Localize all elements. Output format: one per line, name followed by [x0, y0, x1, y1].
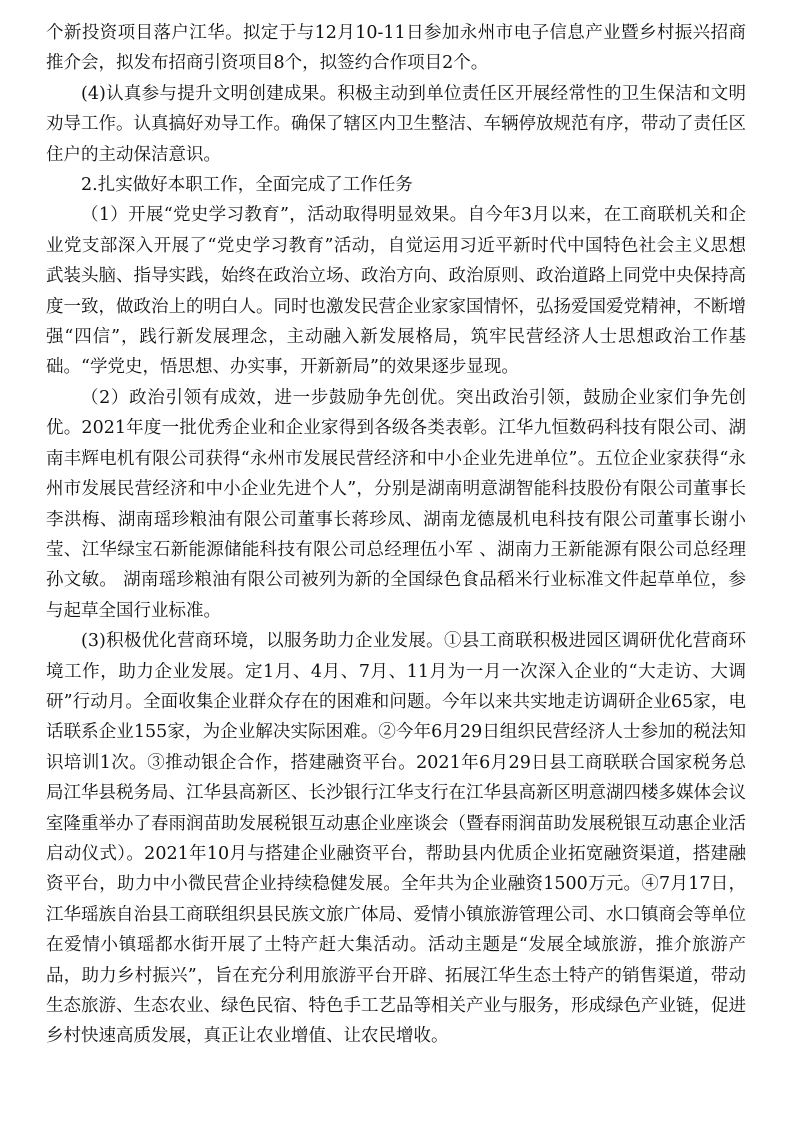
section-heading-duties: 2.扎实做好本职工作，全面完成了工作任务	[81, 175, 413, 196]
document-page	[46, 18, 746, 1052]
paragraph-political-guidance: （2）政治引领有成效，进一步鼓励争先创优。突出政治引领，鼓励企业家们争先创优。2021年度一批优秀企业和企业家得到各级各类表彰。江华九恒数码科技有限公司、湖南丰辉电机有限公司获得“永州市发展民营经济和中小企业先进单位”。五位企业家获得“永州市发展民营经济和中小企业先进个人”，分别是湖南明意湖智能科技股份有限公司董事长李洪梅、湖南瑶珍粮油有限公司董事长蒋珍凤、湖南龙德晟机电科技有限公司董事长谢小莹、江华绿宝石新能源储能科技有限公司总经理伍小军 、湖南力王新能源有限公司总经理孙文敏。 湖南瑶珍粮油有限公司被列为新的全国绿色食品稻米行业标准文件起草单位，参与起草全国行业标准。	[46, 387, 746, 621]
paragraph-civilization-creation: (4)认真参与提升文明创建成果。积极主动到单位责任区开展经常性的卫生保洁和文明劝导工作。认真搞好劝导工作。确保了辖区内卫生整洁、车辆停放规范有序，带动了责任区住户的主动保洁意识。	[46, 83, 746, 165]
paragraph-business-environment: (3)积极优化营商环境，以服务助力企业发展。①县工商联积极进园区调研优化营商环境工作，助力企业发展。定1月、4月、7月、11月为一月一次深入企业的“大走访、大调研”行动月。全面收集企业群众存在的困难和问题。今年以来共实地走访调研企业65家，电话联系企业155家，为企业解决实际困难。②今年6月29日组织民营经济人士参加的税法知识培训1次。③推动银企合作，搭建融资平台。2021年6月29日县工商联联合国家税务总局江华县税务局、江华县高新区、长沙银行江华支行在江华县高新区明意湖四楼多媒体会议室隆重举办了春雨润苗助发展税银互动惠企业座谈会（暨春雨润苗助发展税银互动惠企业活启动仪式）。2021年10月与搭建企业融资平台，帮助县内优质企业拓宽融资渠道，搭建融资平台，助力中小微民营企业持续稳健发展。全年共为企业融资1500万元。④7月17日，江华瑶族自治县工商联组织县民族文旅广体局、爱情小镇旅游管理公司、水口镇商会等单位在爱情小镇瑶都水街开展了土特产赶大集活动。活动主题是“发展全域旅游，推介旅游产品，助力乡村振兴”，旨在充分利用旅游平台开辟、拓展江华生态土特产的销售渠道，带动生态旅游、生态农业、绿色民宿、特色手工艺品等相关产业与服务，形成绿色产业链，促进乡村快速高质发展，真正让农业增值、让农民增收。	[46, 631, 746, 1047]
paragraph-party-history-education: （1）开展“党史学习教育”，活动取得明显效果。自今年3月以来，在工商联机关和企业党支部深入开展了“党史学习教育”活动，自觉运用习近平新时代中国特色社会主义思想武装头脑、指导实践，始终在政治立场、政治方向、政治原则、政治道路上同党中央保持高度一致，做政治上的明白人。同时也激发民营企业家家国情怀，弘扬爱国爱党精神，不断增强“四信”，践行新发展理念，主动融入新发展格局，筑牢民营经济人士思想政治工作基础。“学党史，悟思想、办实事，开新新局”的效果逐步显现。	[46, 205, 746, 378]
paragraph-investment-continuation: 个新投资项目落户江华。拟定于与12月10-11日参加永州市电子信息产业暨乡村振兴招商推介会，拟发布招商引资项目8个，拟签约合作项目2个。	[46, 23, 746, 74]
